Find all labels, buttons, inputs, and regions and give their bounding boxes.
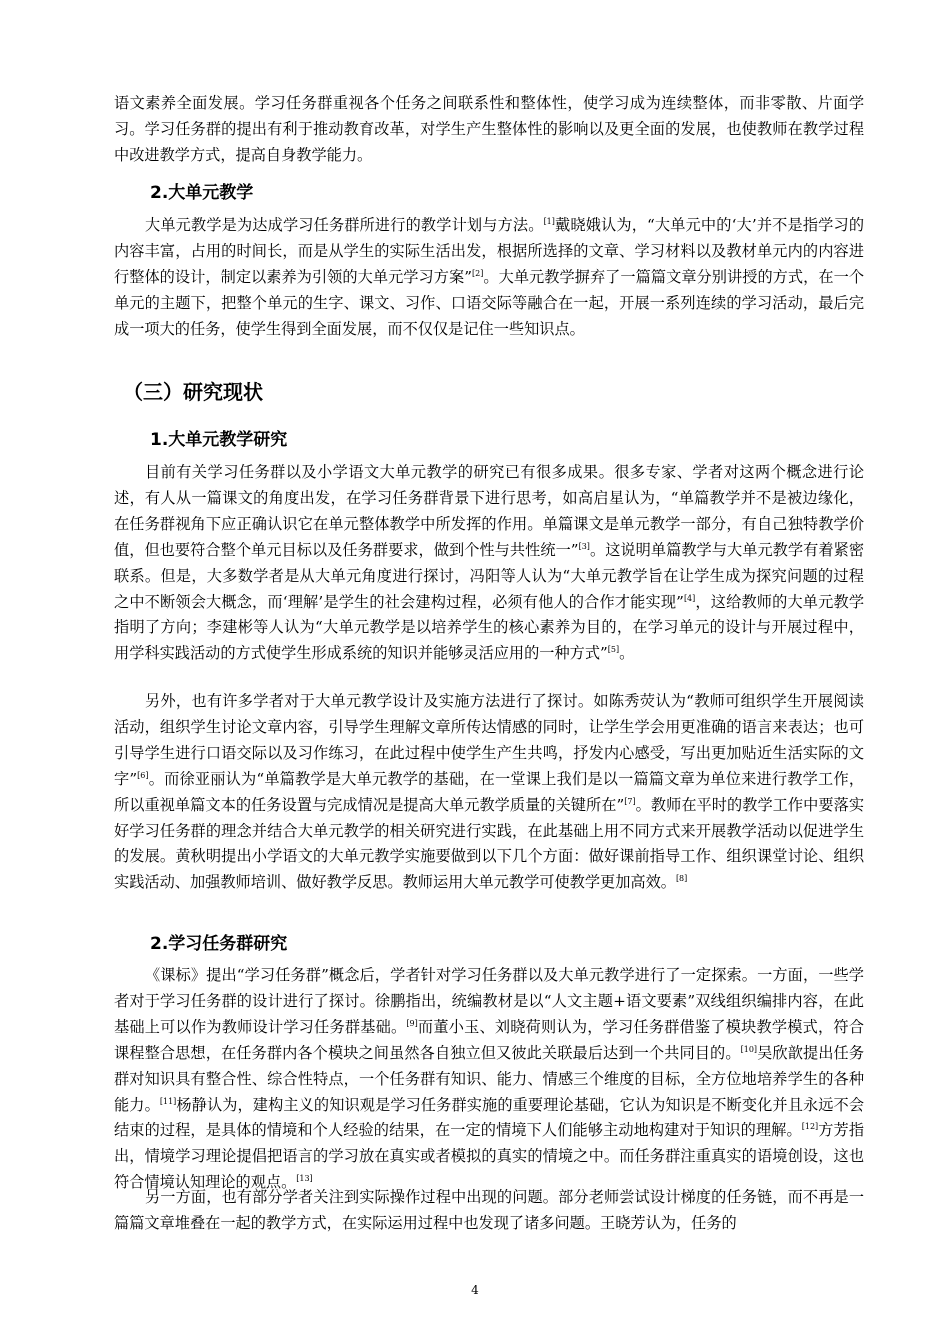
citation-ref: [2] [471,268,484,278]
citation-ref: [8] [675,874,688,884]
paragraph-text: 。大单元教学摒弃了一篇篇文章分别讲授的方式，在一个单元的主题下，把整个单元的生字、课文、习作、口语交际等融合在一起，开展一系列连续的学习活动，最后完成一项大的任务，使学生得到全面发展，而不仅仅是记住一些知识点。 [114,267,865,338]
paragraph-text: ，这给教师的大单元教学指明了方向；李建彬等人认为“大单元教学是以培养学生的核心素养为目的，在学习单元的设计与开展过程中，用学科实践活动的方式使学生形成系统的知识并能够灵活应用的一种方式” [114,592,865,663]
paragraph-text: 另外，也有许多学者对于大单元教学设计及实施方法进行了探讨。如陈秀荧认为“教师可组织学生开展阅读活动，组织学生讨论文章内容，引导学生理解文章所传达情感的同时，让学生学会用更准确的语言来表达；也可引导学生进行口语交际以及习作练习，在此过程中使学生产生共鸣，抒发内心感受，写出更加贴近生活实际的文字” [114,692,864,788]
paragraph-big-unit [114,213,864,343]
paragraph-text: 戴晓娥认为，“大单元中的‘大’并不是指学习的内容丰富，占用的时间长，而是从学生的实际生活出发，根据所选择的文章、学习材料以及教材单元内的内容进行整体的设计，制定以素养为引领的大单元学习方案” [114,216,865,286]
paragraph-text: 另一方面，也有部分学者关注到实际操作过程中出现的问题。部分老师尝试设计梯度的任务链，而不再是一篇篇文章堆叠在一起的教学方式，在实际运用过程中也发现了诸多问题。王晓芳认为，任务的 [114,1188,864,1232]
paragraph-text: 杨静认为，建构主义的知识观是学习任务群实施的重要理论基础，它认为知识是不断变化并且永远不会结束的过程，是具体的情境和个人经验的结果，在一定的情境下人们能够主动地构建对于知识的理解。 [114,1095,865,1140]
heading-big-unit-research: 1.大单元教学研究 [150,430,288,450]
paragraph-research-1b [114,689,864,896]
citation-ref: [13] [296,1174,313,1184]
paragraph-text: 语文素养全面发展。学习任务群重视各个任务之间联系性和整体性，使学习成为连续整体，而非零散、片面学习。学习任务群的提出有利于推动教育改革，对学生产生整体性的影响以及更全面的发展，也使教师在教学过程中改进教学方式，提高自身教学能力。 [114,94,864,164]
citation-ref: [6] [137,770,149,780]
citation-ref: [10] [740,1044,758,1054]
paragraph-text: 。而徐亚丽认为“单篇教学是大单元教学的基础，在一堂课上我们是以一篇篇文章为单位来进行教学工作，所以重视单篇文本的任务设置与完成情况是提高大单元教学质量的关键所在” [114,769,865,814]
paragraph-research-2a [114,963,864,1196]
paragraph-text: 吴欣歆提出任务群对知识具有整合性、综合性特点，一个任务群有知识、能力、情感三个维度的目标，全方位地培养学生的各种能力。 [114,1043,865,1114]
citation-ref: [5] [607,645,620,655]
page-number: 4 [471,1283,479,1297]
citation-ref: [9] [406,1018,418,1028]
citation-ref: [7] [624,796,636,806]
paragraph-text: 大单元教学是为达成学习任务群所进行的教学计划与方法。 [145,216,544,234]
paragraph-text: 。教师在平时的教学工作中要落实好学习任务群的理念并结合大单元教学的相关研究进行实践，在此基础上用不同方式来开展教学活动以促进学生的发展。黄秋明提出小学语文的大单元教学实施要做到以下几个方面：做好课前指导工作、组织课堂讨论、组织实践活动、加强教师培训、做好教学反思。教师运用大单元教学可使教学更加高效。 [114,795,865,892]
paragraph-intro [114,91,864,169]
citation-ref: [3] [578,541,590,551]
heading-research-status: （三）研究现状 [123,380,263,404]
paragraph-text: 方芳指出，情境学习理论提倡把语言的学习放在真实或者模拟的真实的情境之中。而任务群注重真实的语境创设，这也符合情境认知理论的观点。 [114,1121,865,1192]
paragraph-text: 目前有关学习任务群以及小学语文大单元教学的研究已有很多成果。很多专家、学者对这两个概念进行论述，有人从一篇课文的角度出发，在学习任务群背景下进行思考，如高启星认为，“单篇教学并不是被边缘化，在任务群视角下应正确认识它在单元整体教学中所发挥的作用。单篇课文是单元教学一部分，有自己独特教学价值，但也要符合整个单元目标以及任务群要求，做到个性与共性统一” [114,463,864,559]
paragraph-text: 《课标》提出“学习任务群”概念后，学者针对学习任务群以及大单元教学进行了一定探索。一方面，一些学者对于学习任务群的设计进行了探讨。徐鹏指出，统编教材是以“人文主题+语文要素”双线组织编排内容，在此基础上可以作为教师设计学习任务群基础。 [114,966,864,1036]
citation-ref: [11] [159,1096,177,1106]
heading-task-group-research: 2.学习任务群研究 [150,934,288,954]
paragraph-text: 而董小玉、刘晓荷则认为，学习任务群借鉴了模块教学模式，符合课程整合思想，在任务群内各个模块之间虽然各自独立但又彼此关联最后达到一个共同目的。 [114,1017,865,1062]
paragraph-research-1a [114,460,864,667]
citation-ref: [4] [683,593,696,603]
heading-big-unit-teaching: 2.大单元教学 [150,183,254,203]
paragraph-text: 。 [619,644,635,663]
citation-ref: [12] [801,1122,819,1132]
citation-ref: [1] [543,217,555,226]
paragraph-research-2b [114,1185,864,1237]
paragraph-text: 。这说明单篇教学与大单元教学有着紧密联系。但是，大多数学者是从大单元角度进行探讨，冯阳等人认为“大单元教学旨在让学生成为探究问题的过程之中不断领会大概念，而‘理解’是学生的社会建构过程，必须有他人的合作才能实现” [114,540,865,611]
